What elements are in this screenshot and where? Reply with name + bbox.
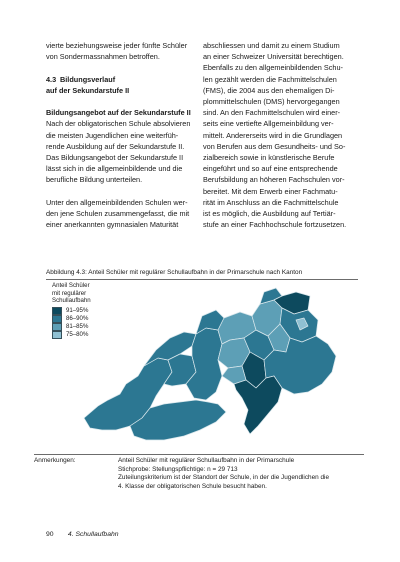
notes-line: Zuteilungskriterium ist der Standort der Schule, in der die Jugendlichen die [118, 474, 330, 482]
legend-swatch [52, 323, 62, 331]
paragraph-line: Nach der obligatorischen Schule absolvieren [46, 119, 191, 129]
page-number: 90 [46, 531, 54, 538]
paragraph-line: bereitet. Mit dem Erwerb einer Fachmatu- [203, 186, 338, 196]
section-title-line2: auf der Sekundarstufe II [46, 85, 130, 95]
paragraph-line: eingeführt und so auf eine entsprechende [203, 164, 338, 174]
paragraph-line: die meisten Jugendlichen eine weiterfüh- [46, 130, 179, 140]
legend-item [52, 307, 124, 315]
paragraph-line: Unter den allgemeinbildenden Schulen wer- [46, 197, 188, 207]
legend-label: 86–90% [66, 314, 89, 322]
legend-item [52, 331, 124, 339]
legend-label: 91–95% [66, 306, 89, 314]
paragraph-line: sind. An den Fachmittelschulen wird einer- [203, 108, 341, 118]
legend-title: Anteil Schüler mit regulärer Schullaufbahn [52, 282, 91, 305]
notes-line: 4. Klasse der obligatorischen Schule besucht haben. [118, 482, 267, 490]
paragraph-line: rende Ausbildung auf der Sekundarstufe II. [46, 141, 185, 151]
paragraph-line: einer anerkannten gymnasialen Maturität [46, 220, 179, 230]
paragraph-line: von Sondermassnahmen betroffen. [46, 52, 160, 62]
paragraph-line: von Berufen aus dem Gesundheits- und So- [203, 141, 346, 151]
right-column [203, 40, 357, 230]
paragraph-line: lässt sich in die allgemeinbildende und die [46, 164, 183, 174]
notes-line: Stichprobe: Stellungspflichtige: n = 29 713 [118, 465, 238, 473]
legend-item [52, 323, 124, 331]
page-footer [46, 531, 119, 538]
legend-label: 81–85% [66, 322, 89, 330]
legend-swatch [52, 307, 62, 315]
paragraph-line: seits eine vertiefte Allgemeinbildung ver- [203, 119, 334, 129]
section-heading [46, 74, 192, 85]
figure-caption: Abbildung 4.3: Anteil Schüler mit regulärer Schullaufbahn in der Primarschule nach Kanton [46, 268, 358, 280]
paragraph-line: (FMS), die 2004 aus den ehemaligen Di- [203, 85, 335, 95]
paragraph-line: vierte beziehungsweise jeder fünfte Schüler [46, 41, 188, 50]
chapter-title: 4. Schullaufbahn [67, 531, 119, 538]
section-title-line1: Bildungsverlauf [60, 74, 116, 84]
paragraph-line: ist es möglich, die Ausbildung auf Tertiär- [203, 209, 336, 219]
paragraph-line: abschliessen und damit zu einem Studium [203, 41, 340, 50]
paragraph-line: plommittelschulen (DMS) hervorgegangen [203, 97, 340, 107]
section-number: 4.3 [46, 74, 57, 84]
legend-label: 75–80% [66, 330, 89, 338]
legend-swatch [52, 331, 62, 339]
legend-swatch [52, 315, 62, 323]
paragraph-line: stufe an einer Fachhochschule fortzusetzen. [203, 220, 347, 230]
left-column [46, 40, 192, 230]
notes-line: Anteil Schüler mit regulärer Schullaufbahn in der Primarschule [118, 457, 295, 464]
paragraph-line: mittelt. Andererseits wird in die Grundlagen [203, 130, 343, 140]
subsection-title: Bildungsangebot auf der Sekundarstufe II [46, 108, 191, 118]
paragraph-line: berufliche Bildung unterteilen. [46, 175, 143, 185]
paragraph-line: den jene Schulen zusammengefasst, die mit [46, 209, 190, 218]
paragraph-line: Ebenfalls zu den allgemeinbildenden Schu- [203, 63, 343, 73]
paragraph-line: zialbereich sowie in künstlerische Berufe [203, 153, 335, 163]
paragraph-line: len gezählt werden die Fachmittelschulen [203, 74, 337, 84]
figure-notes [34, 454, 364, 491]
map-legend [52, 282, 124, 339]
paragraph-line: Berufsbildung an höheren Fachschulen vor- [203, 175, 345, 185]
paragraph-line: an einer Schweizer Universität berechtigen. [203, 52, 344, 62]
paragraph-line: Das Bildungsangebot der Sekundarstufe II [46, 153, 184, 162]
legend-item [52, 315, 124, 323]
paragraph-line: rität im Anschluss an die Fachmittelschule [203, 197, 339, 207]
notes-label: Anmerkungen: [34, 457, 76, 464]
